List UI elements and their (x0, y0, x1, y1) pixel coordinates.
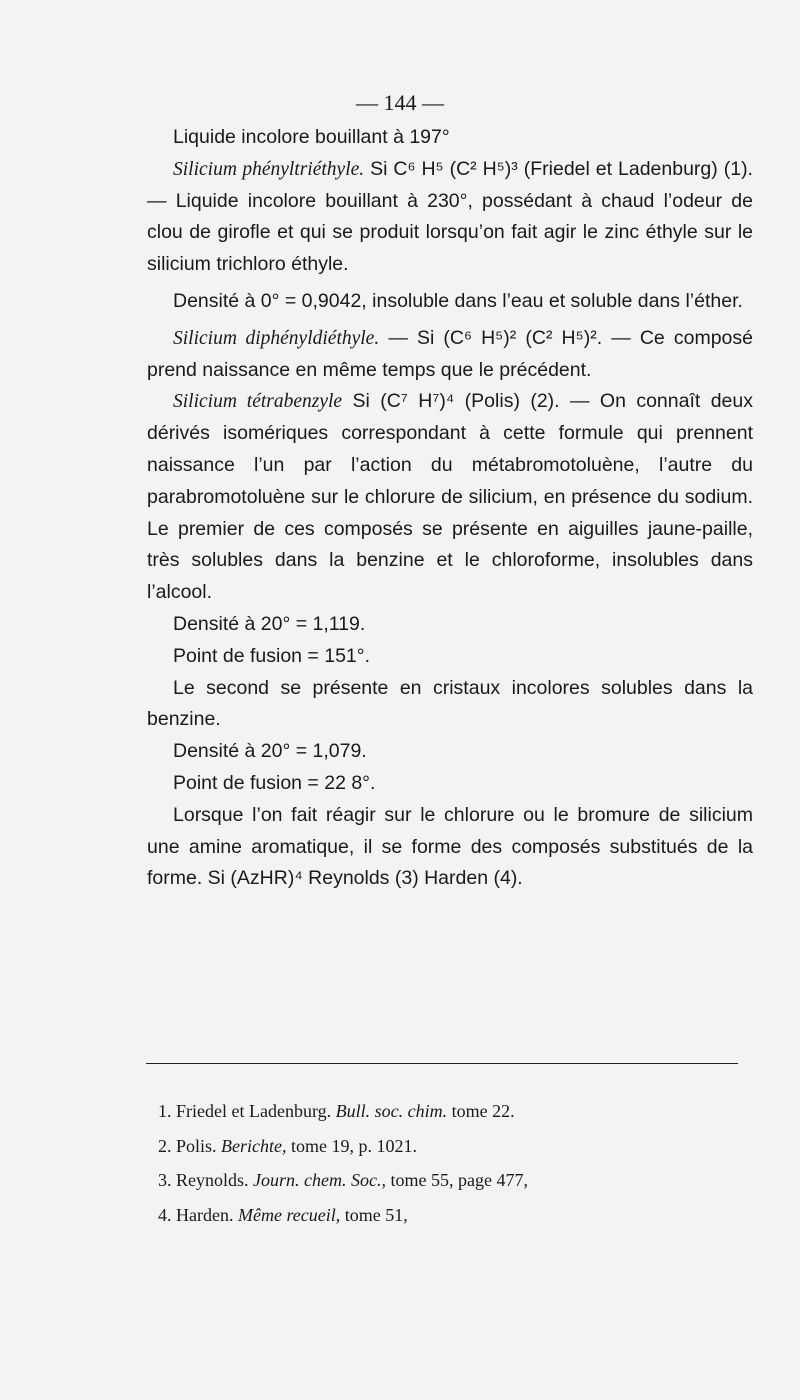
page-number: — 144 — (356, 90, 444, 115)
paragraph: Liquide incolore bouillant à 197° (173, 126, 450, 148)
paragraph: Silicium phényltriéthyle. Si C⁶ H⁵ (C² H⁵)³ (Friedel et Ladenburg) (1).— Liquide incolore bouillant à 230°, possédant à chaud l’odeur de clou de girofle et qui se produit lorsqu’on fait agir le zinc éthyle sur le silicium trichloro éthyle. (147, 157, 753, 276)
compound-name: Silicium diphényldiéthyle. (173, 327, 380, 349)
paragraph: Point de fusion = 151°. (173, 644, 370, 667)
paragraph: Point de fusion = 22 8°. (173, 771, 376, 794)
paragraph: Densité à 0° = 0,9042, insoluble dans l’eau et soluble dans l’éther. (173, 289, 743, 312)
compound-name: Silicium tétrabenzyle (173, 391, 343, 413)
footnote: 4. Harden. Même recueil, tome 51, (158, 1204, 408, 1225)
paragraph: Silicium diphényldiéthyle. — Si (C⁶ H⁵)² (C² H⁵)². — Ce composé prend naissance en même temps que le précédent. (147, 326, 753, 381)
paragraph: Lorsque l’on fait réagir sur le chlorure ou le bromure de silicium une amine aromatique, il se forme des composés substitués de la forme. Si (AzHR)⁴ Reynolds (3) Harden (4). (147, 803, 753, 890)
body-text (147, 122, 753, 895)
paragraph: Densité à 20° = 1,079. (173, 740, 367, 763)
footnote-divider (146, 1063, 738, 1064)
paragraph: Silicium tétrabenzyle Si (C⁷ H⁷)⁴ (Polis) (2). — On connaît deux dérivés isomériques correspondant à cette formule qui prennent naissance l’un par l’action du métabromotoluène, l’autre du parabromotoluène sur le chlorure de silicium, en présence du sodium. Le premier de ces composés se présente en aiguilles jaune-paille, très solubles dans la benzine et le chloroforme, insolubles dans l’alcool. (147, 390, 753, 604)
footnote: 1. Friedel et Ladenburg. Bull. soc. chim. tome 22. (158, 1101, 515, 1121)
paragraph: Densité à 20° = 1,119. (173, 612, 366, 635)
compound-name: Silicium phényltriéthyle. (173, 158, 365, 180)
footnote: 2. Polis. Berichte, tome 19, p. 1021. (158, 1135, 418, 1156)
footnotes (158, 1094, 718, 1232)
footnote: 3. Reynolds. Journ. chem. Soc., tome 55, page 477, (158, 1170, 528, 1190)
paragraph: Le second se présente en cristaux incolores solubles dans la benzine. (147, 676, 753, 731)
